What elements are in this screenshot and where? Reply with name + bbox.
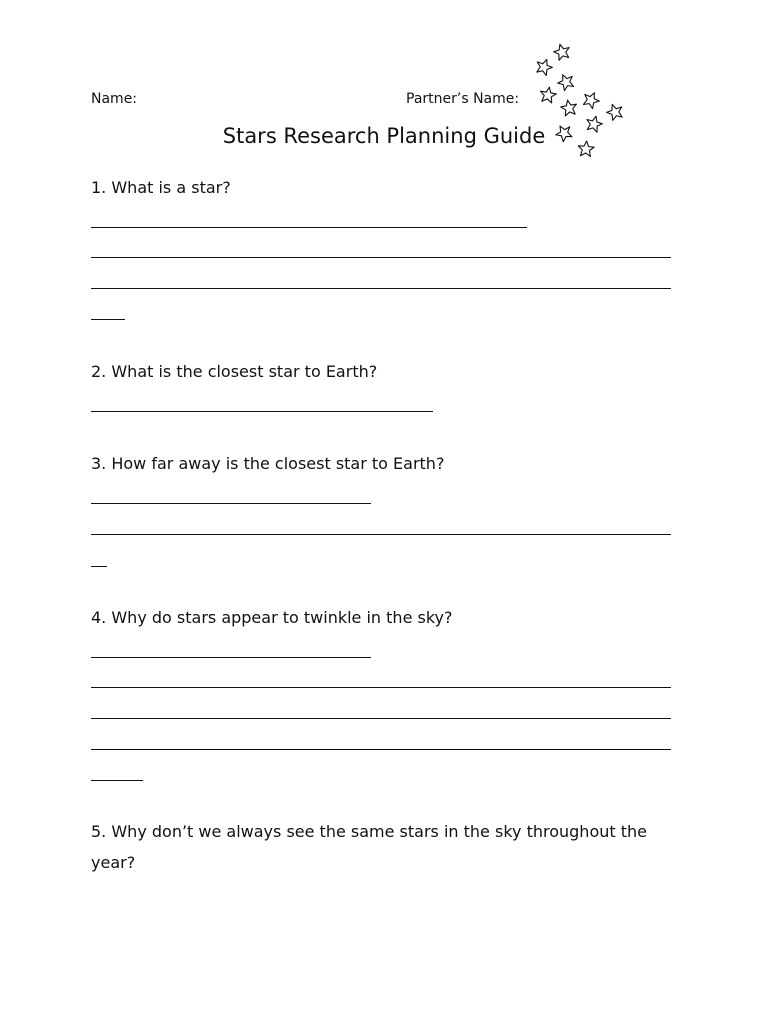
question-5: 5. Why don’t we always see the same stars in the sky throughout the year? <box>91 822 647 872</box>
answer-line-4c[interactable] <box>91 718 671 719</box>
partner-name-label: Partner’s Name: <box>406 91 520 107</box>
answer-line-4a[interactable] <box>91 657 371 658</box>
answer-line-1d[interactable] <box>91 319 125 320</box>
answer-line-4b[interactable] <box>91 687 671 688</box>
question-3: 3. How far away is the closest star to Earth? <box>91 454 445 473</box>
answer-line-3a[interactable] <box>91 503 371 504</box>
answer-line-2a[interactable] <box>91 411 433 412</box>
answer-line-1b[interactable] <box>91 257 671 258</box>
answer-line-3b[interactable] <box>91 534 671 535</box>
answer-line-4d[interactable] <box>91 749 671 750</box>
name-label: Name: <box>91 91 138 107</box>
page-title: Stars Research Planning Guide <box>222 124 546 148</box>
question-1: 1. What is a star? <box>91 178 231 197</box>
answer-line-1a[interactable] <box>91 227 527 228</box>
answer-line-4e[interactable] <box>91 780 143 781</box>
answer-line-3c[interactable] <box>91 566 107 567</box>
question-2: 2. What is the closest star to Earth? <box>91 362 378 381</box>
question-4: 4. Why do stars appear to twinkle in the sky? <box>91 608 453 627</box>
answer-line-1c[interactable] <box>91 288 671 289</box>
